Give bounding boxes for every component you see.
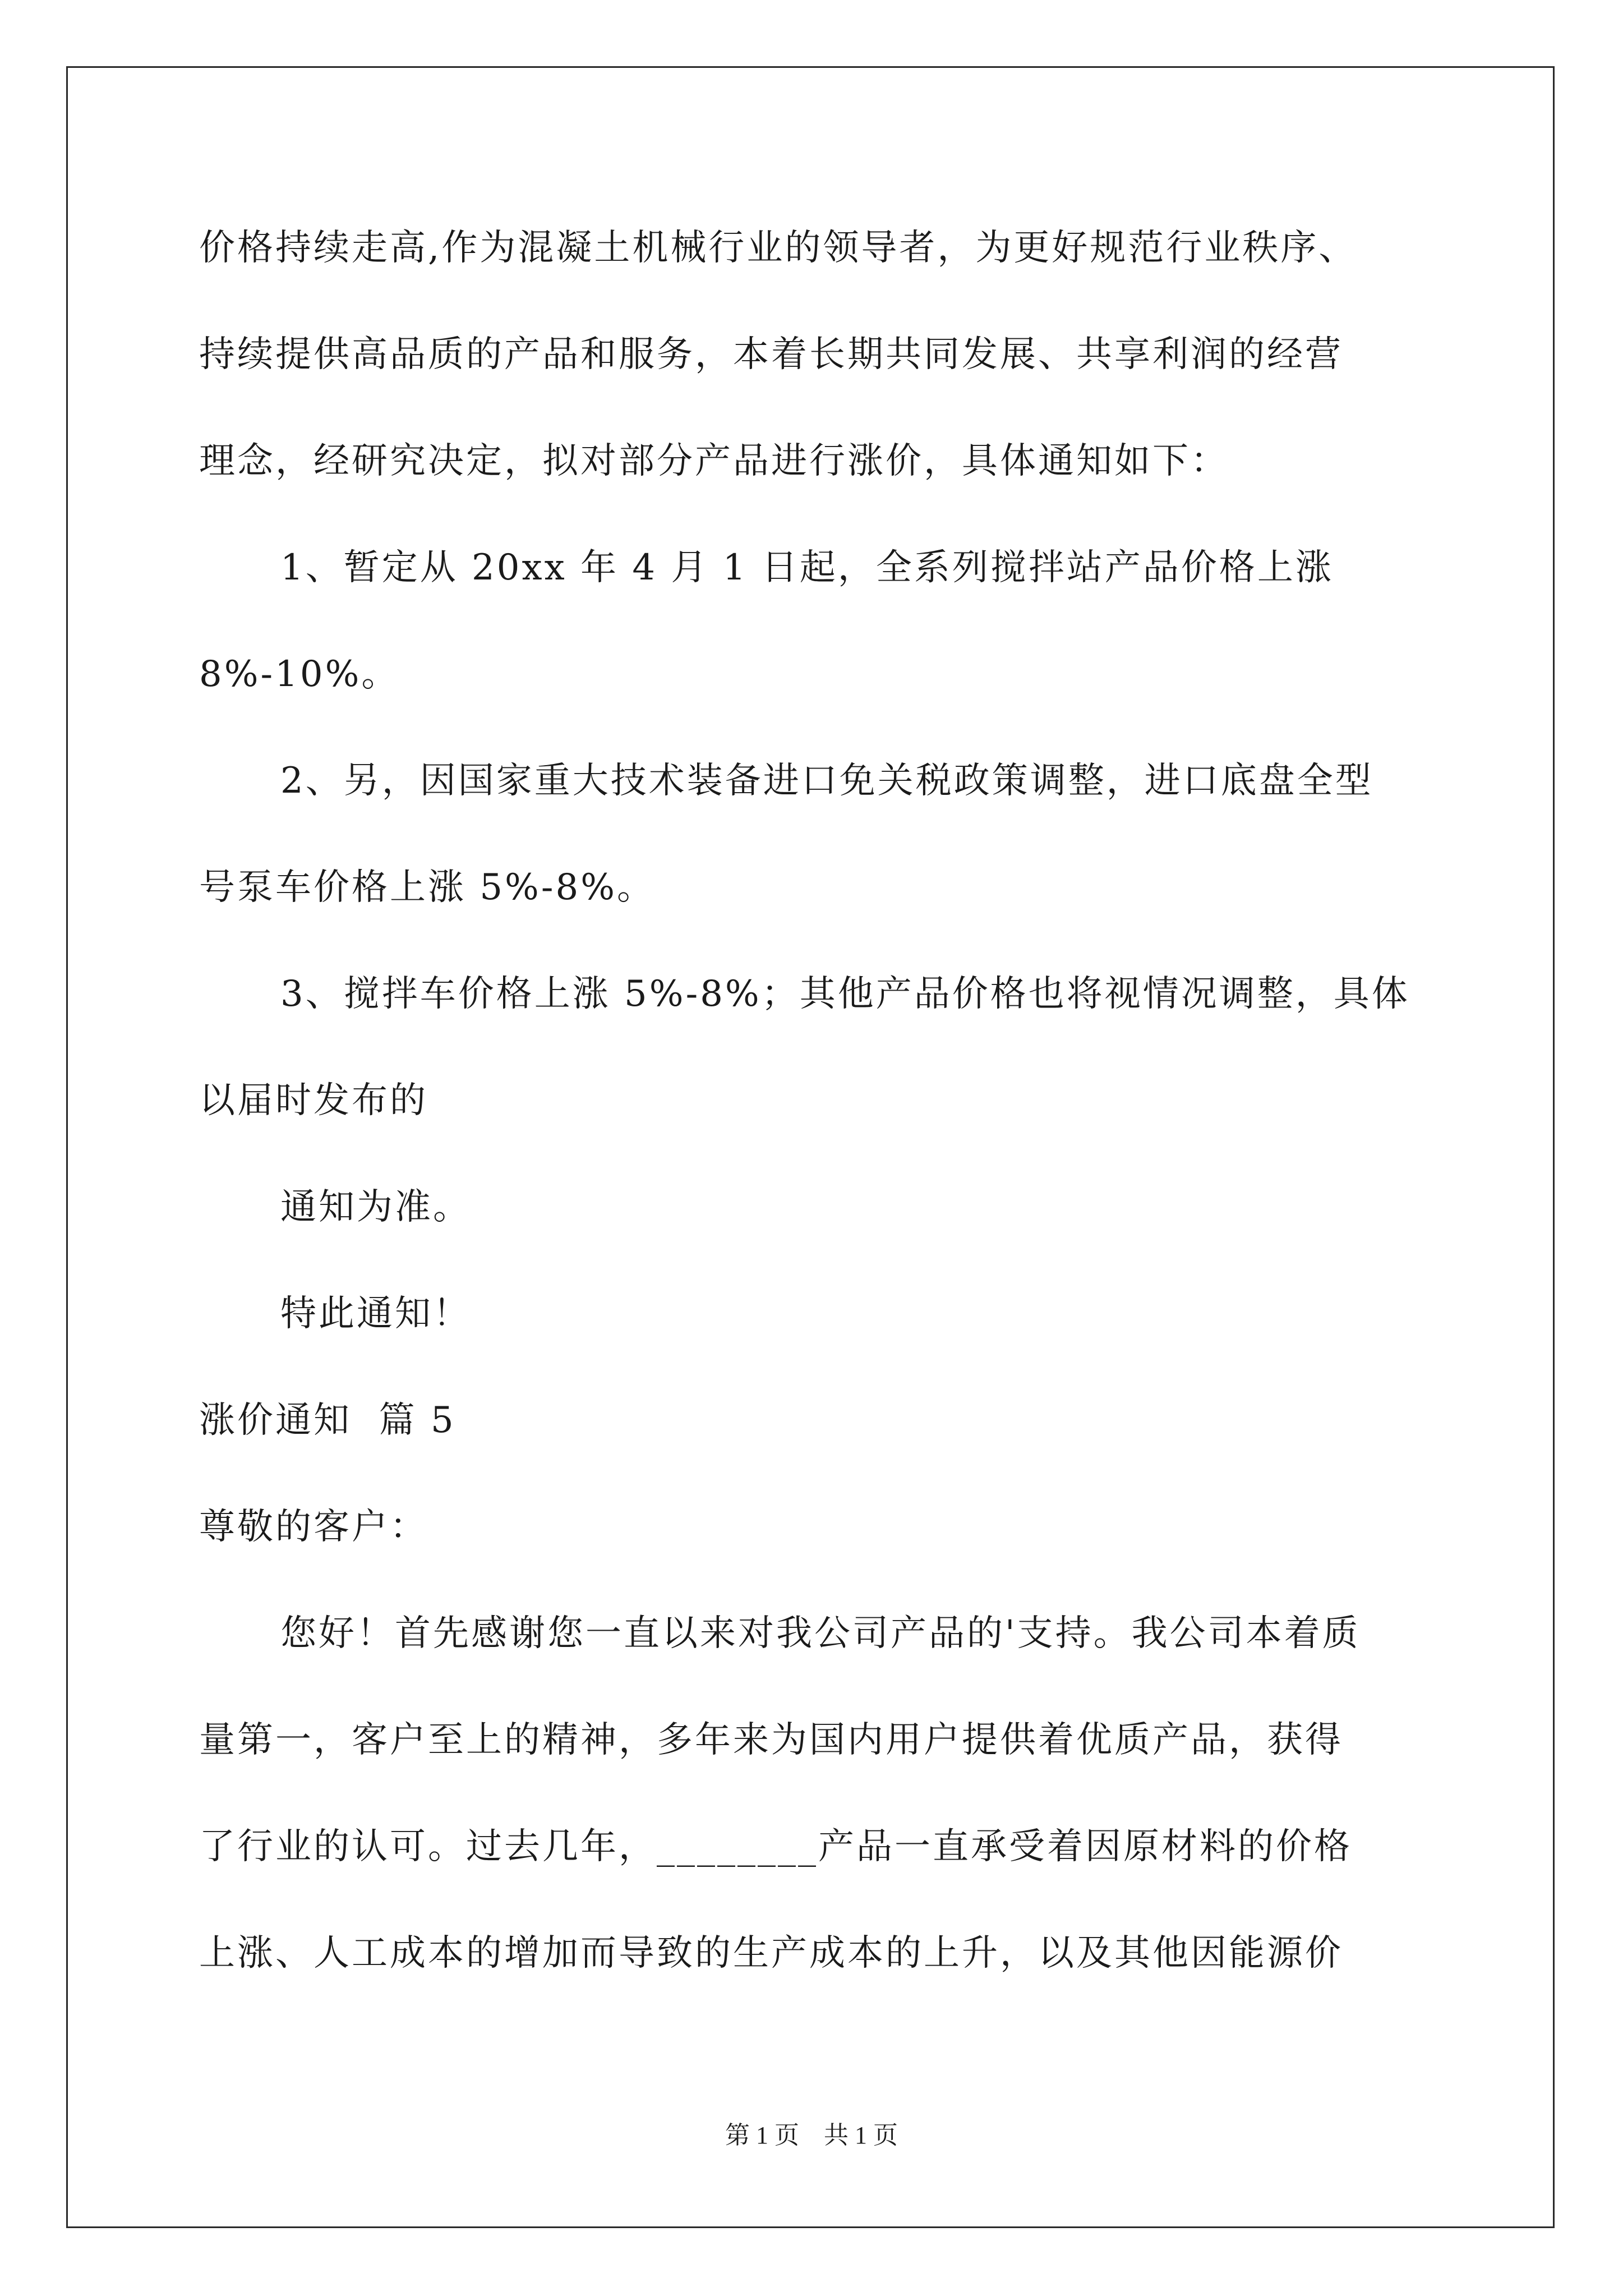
paragraph-line: 理念，经研究决定，拟对部分产品进行涨价，具体通知如下： [199, 440, 1229, 482]
paragraph-line: 1、暂定从 20xx 年 4 月 1 日起，全系列搅拌站产品价格上涨 [280, 547, 1334, 588]
paragraph-line: 价格持续走高,作为混凝土机械行业的领导者，为更好规范行业秩序、 [199, 227, 1357, 269]
paragraph-line: 3、搅拌车价格上涨 5%-8%；其他产品价格也将视情况调整，具体 [280, 973, 1410, 1015]
page-border [66, 66, 1555, 2228]
paragraph-line: 了行业的认可。过去几年，________产品一直承受着因原材料的价格 [199, 1826, 1352, 1867]
paragraph-line: 持续提供高品质的产品和服务，本着长期共同发展、共享利润的经营 [199, 334, 1343, 375]
paragraph-line: 您好！首先感谢您一直以来对我公司产品的'支持。我公司本着质 [280, 1613, 1361, 1654]
page-number-footer: 第 1 页 共 1 页 [725, 2122, 898, 2149]
paragraph-line: 以届时发布的 [199, 1080, 428, 1121]
salutation: 尊敬的客户： [199, 1506, 428, 1548]
paragraph-line: 量第一，客户至上的精神，多年来为国内用户提供着优质产品，获得 [199, 1719, 1343, 1761]
paragraph-line: 号泵车价格上涨 5%-8%。 [199, 867, 656, 908]
paragraph-line: 上涨、人工成本的增加而导致的生产成本的上升，以及其他因能源价 [199, 1932, 1343, 1974]
paragraph-line: 8%-10%。 [199, 654, 400, 695]
section-heading: 涨价通知 篇 5 [199, 1400, 456, 1441]
paragraph-line: 特此通知！ [280, 1293, 471, 1335]
paragraph-line: 通知为准。 [280, 1186, 471, 1228]
paragraph-line: 2、另，因国家重大技术装备进口免关税政策调整，进口底盘全型 [280, 760, 1373, 802]
